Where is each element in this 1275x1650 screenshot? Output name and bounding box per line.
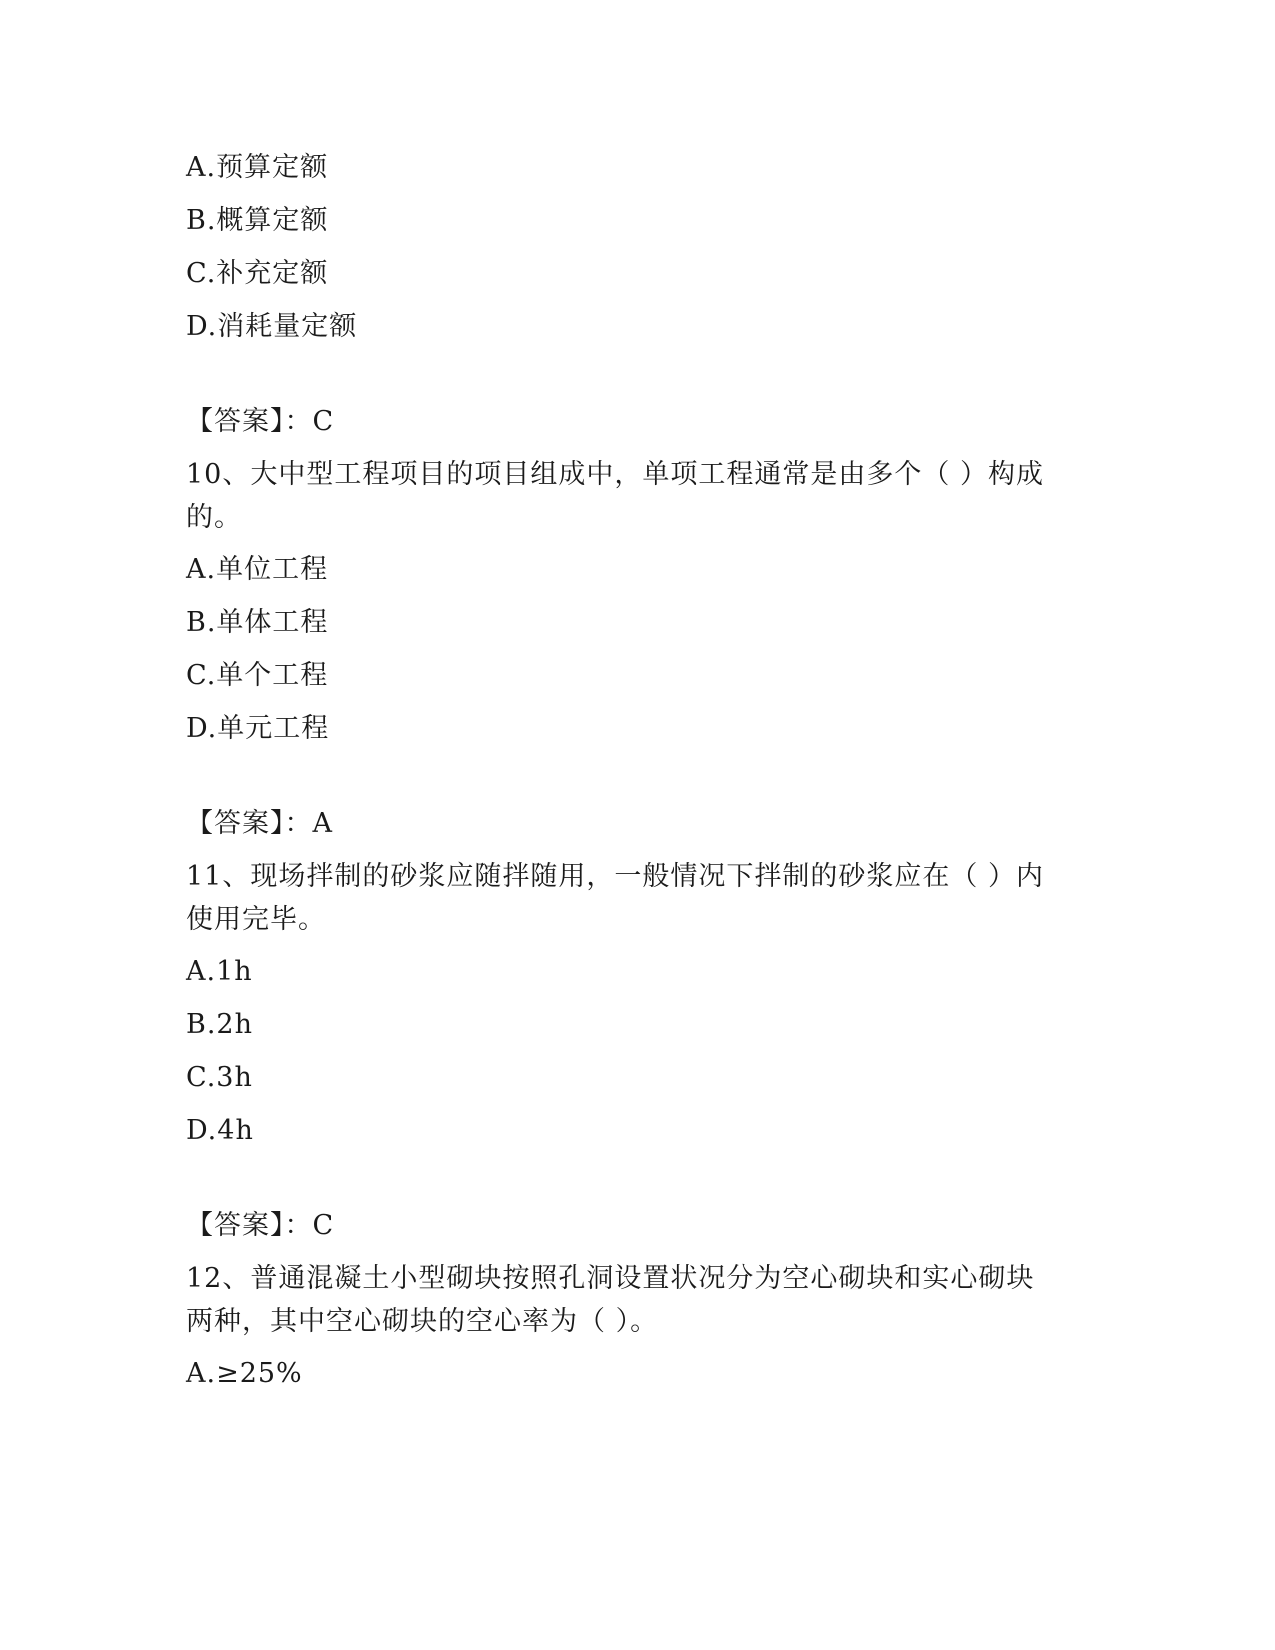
q11-stem-line1: 11、现场拌制的砂浆应随拌随用，一般情况下拌制的砂浆应在（ ）内 — [186, 861, 1044, 892]
q9-option-b: B.概算定额 — [186, 205, 329, 236]
q10-answer: 【答案】：A — [186, 808, 333, 839]
q11-option-c: C.3h — [186, 1062, 253, 1093]
q9-option-a: A.预算定额 — [186, 152, 329, 183]
q11-option-b: B.2h — [186, 1009, 253, 1040]
q12-stem-line2: 两种，其中空心砌块的空心率为（ ）。 — [186, 1306, 659, 1337]
q10-stem-line2: 的。 — [186, 502, 242, 533]
q11-answer: 【答案】：C — [186, 1210, 335, 1241]
q12-option-a: A.≥25% — [186, 1358, 303, 1389]
q10-option-b: B.单体工程 — [186, 607, 329, 638]
q9-answer: 【答案】：C — [186, 406, 335, 437]
q9-option-d: D.消耗量定额 — [186, 311, 358, 342]
q10-option-c: C.单个工程 — [186, 660, 329, 691]
q10-option-a: A.单位工程 — [186, 554, 329, 585]
q11-option-a: A.1h — [186, 956, 253, 987]
q9-option-c: C.补充定额 — [186, 258, 329, 289]
q12-stem-line1: 12、普通混凝土小型砌块按照孔洞设置状况分为空心砌块和实心砌块 — [186, 1263, 1035, 1294]
q10-option-d: D.单元工程 — [186, 713, 330, 744]
q11-option-d: D.4h — [186, 1115, 254, 1146]
q11-stem-line2: 使用完毕。 — [186, 904, 326, 935]
q10-stem-line1: 10、大中型工程项目的项目组成中，单项工程通常是由多个（ ）构成 — [186, 459, 1044, 490]
